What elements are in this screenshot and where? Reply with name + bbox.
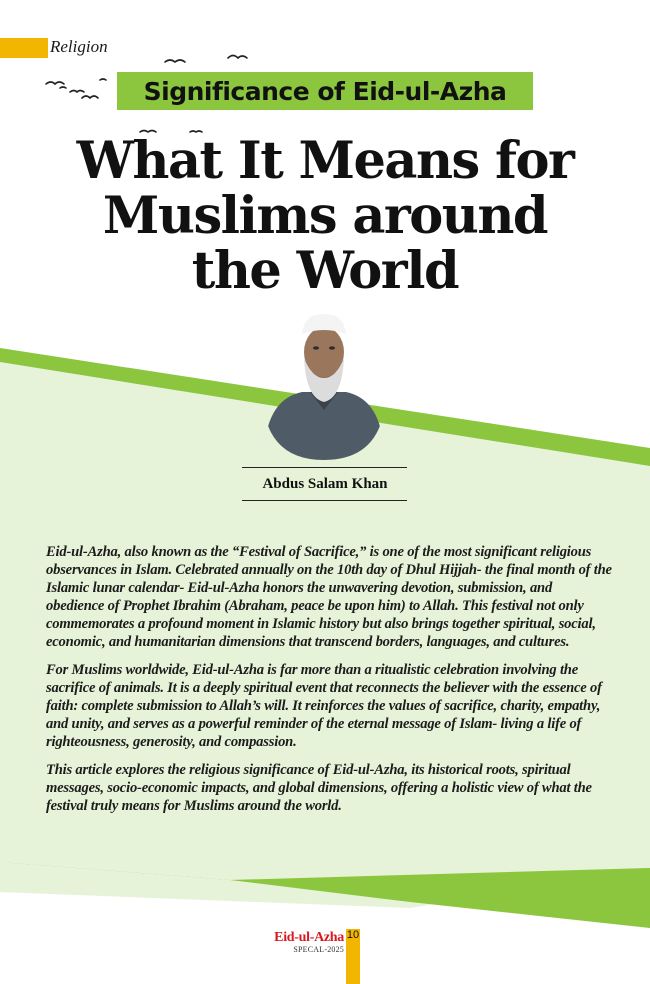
footer-publication-title: Eid-ul-Azha (274, 930, 344, 945)
article-body (46, 543, 612, 825)
footer-edition: SPECAL-2025 (293, 945, 344, 954)
body-paragraph-3: This article explores the religious significance of Eid-ul-Azha, its historical roots, spiritual messages, socio-economic impacts, and global dimensions, offering a holistic view of what the festival truly means for Muslims around the world. (46, 762, 592, 814)
author-rule-top (242, 467, 407, 468)
author-rule-bottom (242, 500, 407, 501)
kicker-banner (117, 72, 533, 110)
headline (60, 131, 590, 301)
headline-line-3: the World (191, 241, 459, 301)
headline-line-2: Muslims around (102, 186, 548, 246)
author-portrait (262, 308, 386, 460)
section-label: Religion (50, 37, 108, 56)
body-paragraph-1: Eid-ul-Azha, also known as the “Festival of Sacrifice,” is one of the most significant religious observances in Islam. Celebrated annually on the 10th day of Dhul Hijjah- the final month of the Islamic lunar calendar- Eid-ul-Azha honors the unwavering devotion, submission, and obedience of Prophet Ibrahim (Abraham, peace be upon him) to Allah. This festival not only commemorates a profound moment in Islamic history but also brings together spiritual, social, economic, and humanitarian dimensions that transcend borders, languages, and cultures. (46, 544, 612, 650)
body-paragraph-2: For Muslims worldwide, Eid-ul-Azha is far more than a ritualistic celebration involving the sacrifice of animals. It is a deeply spiritual event that reconnects the believer with the essence of faith: complete submission to Allah’s will. It reinforces the values of sacrifice, charity, empathy, and unity, and serves as a powerful reminder of the eternal message of Islam- living a life of righteousness, generosity, and compassion. (46, 662, 602, 750)
headline-line-1: What It Means for (76, 131, 574, 191)
page-number-box (346, 929, 360, 984)
author-name: Abdus Salam Khan (262, 476, 388, 492)
page-number: 10 (346, 929, 360, 941)
kicker-text: Significance of Eid-ul-Azha (143, 76, 507, 106)
